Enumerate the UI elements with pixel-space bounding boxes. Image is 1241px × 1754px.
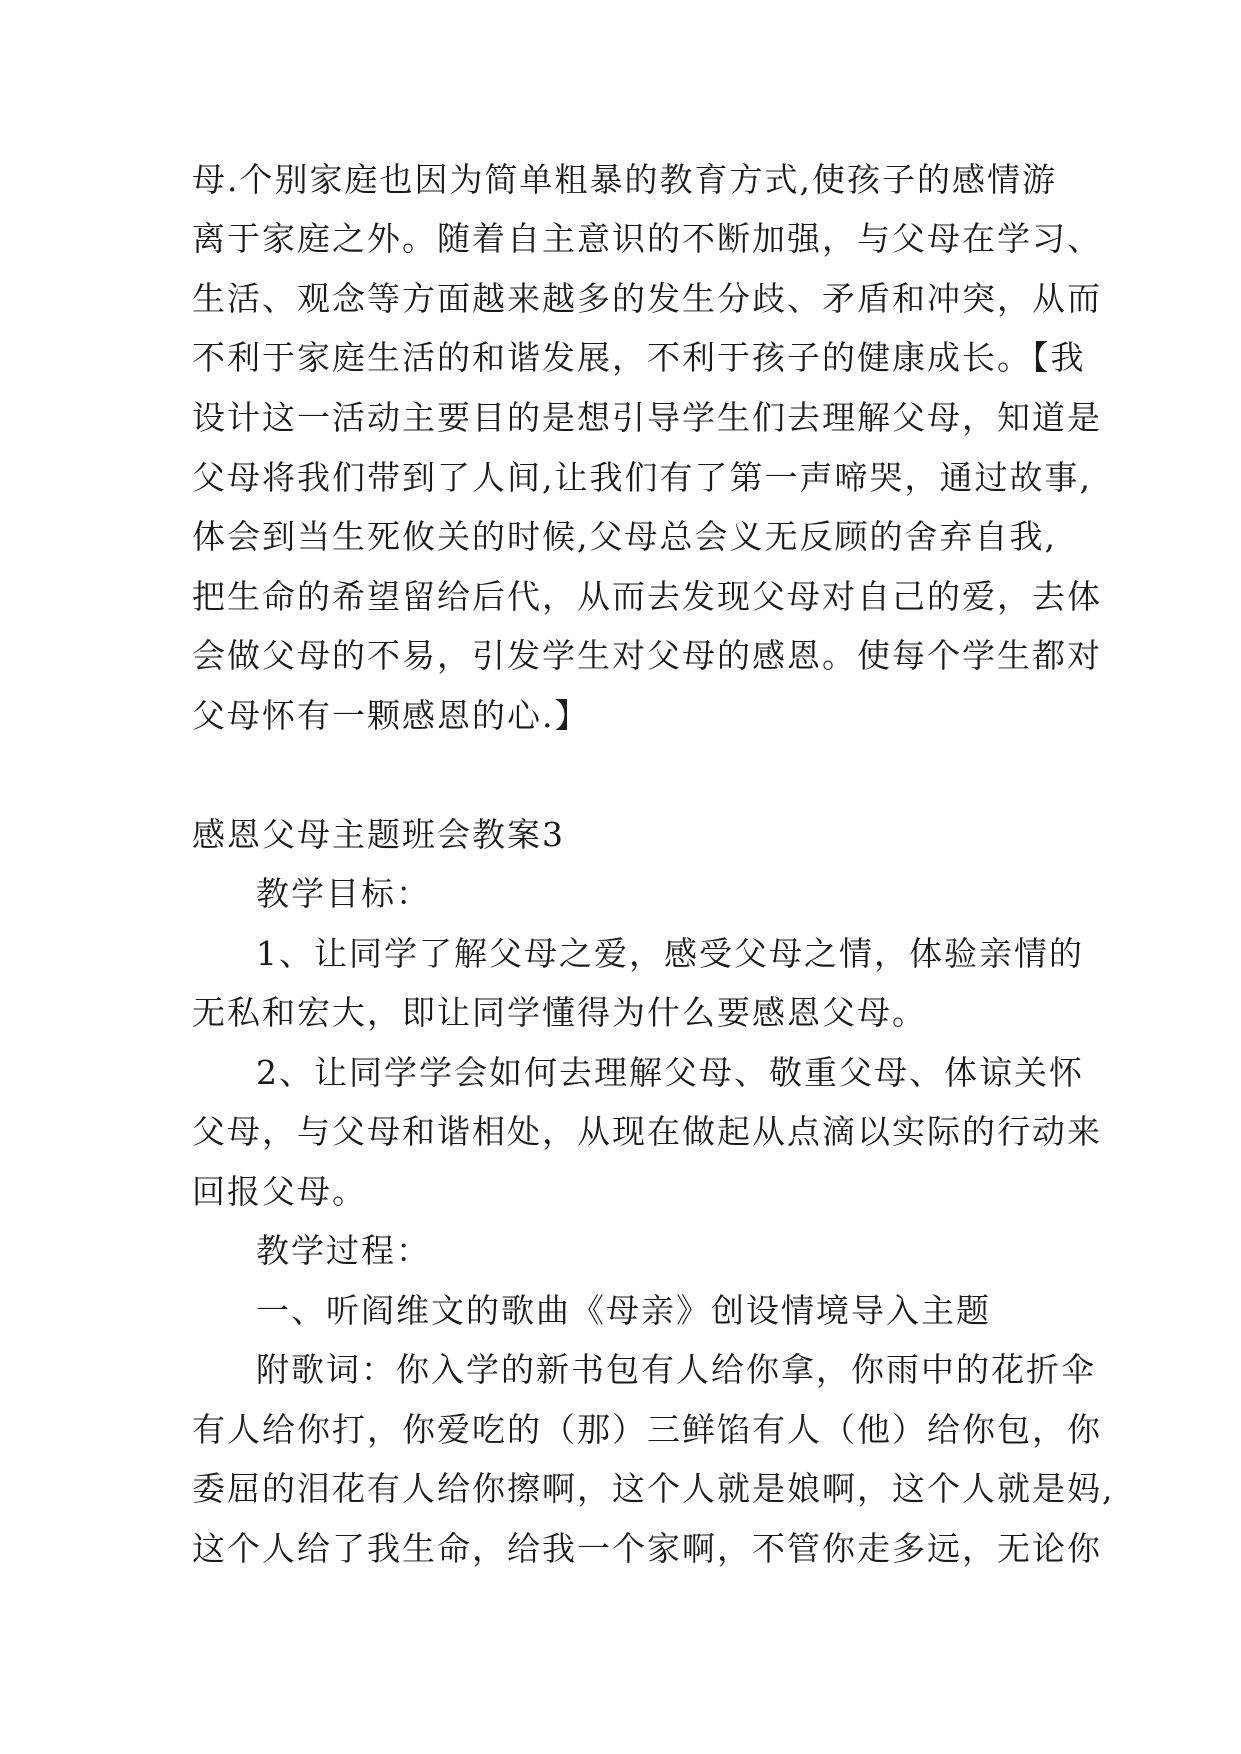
heading-teaching-process: 教学过程： [256, 1231, 431, 1270]
paragraph-line: 生活、观念等方面越来越多的发生分歧、矛盾和冲突，从而 [192, 279, 1102, 318]
paragraph-line: 会做父母的不易，引发学生对父母的感恩。使每个学生都对 [192, 636, 1102, 675]
paragraph-line: 无私和宏大，即让同学懂得为什么要感恩父母。 [192, 993, 927, 1032]
paragraph-line: 不利于家庭生活的和谐发展，不利于孩子的健康成长。【我 [192, 338, 1086, 377]
paragraph-line: 设计这一活动主要目的是想引导学生们去理解父母，知道是 [192, 398, 1102, 437]
paragraph-line: 回报父母。 [192, 1172, 367, 1211]
paragraph-line: 体会到当生死攸关的时候,父母总会义无反顾的舍弃自我, [192, 517, 1057, 556]
paragraph-line: 父母怀有一颗感恩的心.】 [192, 696, 590, 735]
paragraph-line: 委屈的泪花有人给你擦啊，这个人就是娘啊，这个人就是妈, [192, 1469, 1115, 1508]
paragraph-line: 2、让同学学会如何去理解父母、敬重父母、体谅关怀 [256, 1053, 1084, 1092]
paragraph-line: 父母，与父母和谐相处，从现在做起从点滴以实际的行动来 [192, 1112, 1102, 1151]
paragraph-line: 离于家庭之外。随着自主意识的不断加强，与父母在学习、 [192, 219, 1102, 258]
paragraph-line: 母.个别家庭也因为简单粗暴的教育方式,使孩子的感情游 [192, 160, 1057, 199]
paragraph-line: 把生命的希望留给后代，从而去发现父母对自己的爱，去体 [192, 577, 1102, 616]
paragraph-line: 父母将我们带到了人间,让我们有了第一声啼哭，通过故事, [192, 458, 1092, 497]
section-title: 感恩父母主题班会教案3 [192, 815, 565, 854]
paragraph-line: 1、让同学了解父母之爱，感受父母之情，体验亲情的 [256, 934, 1084, 973]
paragraph-line: 这个人给了我生命，给我一个家啊，不管你走多远，无论你 [192, 1529, 1102, 1568]
paragraph-line: 一、听阎维文的歌曲《母亲》创设情境导入主题 [256, 1291, 991, 1330]
heading-teaching-goals: 教学目标： [256, 874, 431, 913]
paragraph-line: 有人给你打，你爱吃的（那）三鲜馅有人（他）给你包，你 [192, 1410, 1102, 1449]
paragraph-line: 附歌词：你入学的新书包有人给你拿，你雨中的花折伞 [256, 1350, 1096, 1389]
